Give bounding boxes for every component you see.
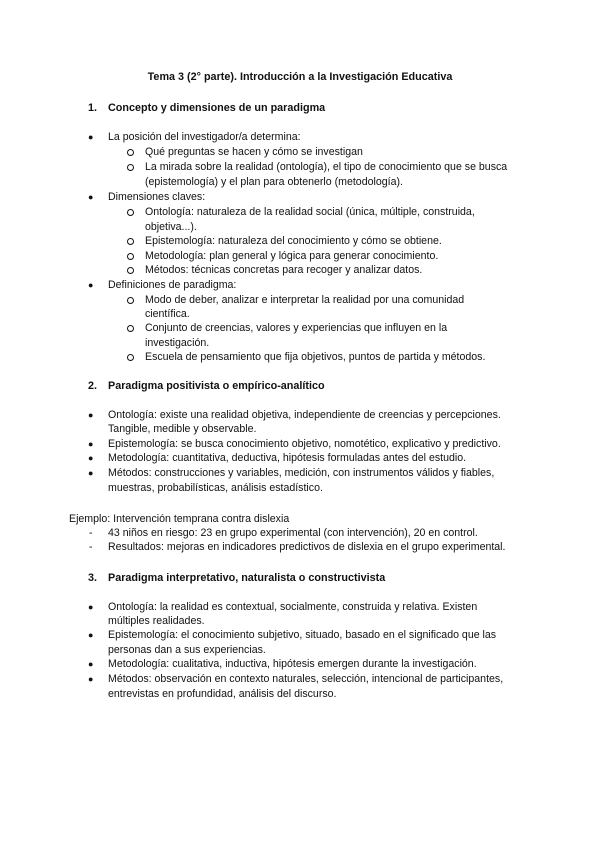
bullet-icon: ● xyxy=(88,630,94,640)
list-item: 43 niños en riesgo: 23 en grupo experimental (con intervención), 20 en control. xyxy=(108,527,478,539)
list-item-continuation: múltiples realidades. xyxy=(108,615,205,627)
circle-bullet-icon xyxy=(127,325,134,332)
bullet-icon: ● xyxy=(88,439,94,449)
section-2-title: Paradigma positivista o empírico-analítico xyxy=(108,380,325,392)
section-3-title: Paradigma interpretativo, naturalista o constructivista xyxy=(108,572,386,584)
bullet-icon: ● xyxy=(88,192,94,202)
page-title: Tema 3 (2° parte). Introducción a la Investigación Educativa xyxy=(147,71,453,83)
list-item-continuation: entrevistas en profundidad, análisis del discurso. xyxy=(108,688,337,700)
section-1-number: 1. xyxy=(88,102,98,114)
list-item: Conjunto de creencias, valores y experiencias que influyen en la xyxy=(145,322,448,334)
list-item: Metodología: plan general y lógica para generar conocimiento. xyxy=(145,250,439,262)
circle-bullet-icon xyxy=(127,164,134,171)
list-item: La mirada sobre la realidad (ontología), el tipo de conocimiento que se busca xyxy=(145,161,508,173)
list-item: Métodos: construcciones y variables, medición, con instrumentos válidos y fiables, xyxy=(108,467,495,479)
list-item: Epistemología: naturaleza del conocimiento y cómo se obtiene. xyxy=(145,235,442,247)
section-1-heading xyxy=(88,102,325,114)
list-item: La posición del investigador/a determina: xyxy=(108,131,301,143)
section-2-heading xyxy=(88,380,325,392)
list-item-continuation: muestras, probabilísticas, análisis estadístico. xyxy=(108,482,323,494)
list-item: Métodos: técnicas concretas para recoger y analizar datos. xyxy=(145,264,423,276)
list-item: Epistemología: el conocimiento subjetivo, situado, basado en el significado que las xyxy=(108,629,497,641)
list-item-continuation: objetiva...). xyxy=(145,221,197,233)
list-item: Ontología: existe una realidad objetiva, independiente de creencias y percepciones. xyxy=(108,409,501,421)
list-item: Resultados: mejoras en indicadores predictivos de dislexia en el grupo experimental. xyxy=(108,541,506,553)
circle-bullet-icon xyxy=(127,297,134,304)
bullet-icon: ● xyxy=(88,453,94,463)
circle-bullet-icon xyxy=(127,354,134,361)
bullet-icon: ● xyxy=(88,602,94,612)
list-item-continuation: (epistemología) y el plan para obtenerlo (metodología). xyxy=(145,176,403,188)
list-item: Metodología: cuantitativa, deductiva, hipótesis formuladas antes del estudio. xyxy=(108,452,467,464)
circle-bullet-icon xyxy=(127,209,134,216)
list-item: Dimensiones claves: xyxy=(108,191,206,203)
dash-bullet-icon: - xyxy=(89,541,93,553)
circle-bullet-icon xyxy=(127,253,134,260)
list-item: Qué preguntas se hacen y cómo se investigan xyxy=(145,146,363,158)
section-2-number: 2. xyxy=(88,380,98,392)
list-item-continuation: científica. xyxy=(145,308,190,320)
list-item: Definiciones de paradigma: xyxy=(108,279,237,291)
circle-bullet-icon xyxy=(127,149,134,156)
list-item: Metodología: cualitativa, inductiva, hipótesis emergen durante la investigación. xyxy=(108,658,477,670)
list-item: Ontología: naturaleza de la realidad social (única, múltiple, construida, xyxy=(145,206,475,218)
bullet-icon: ● xyxy=(88,280,94,290)
list-item: Escuela de pensamiento que fija objetivos, puntos de partida y métodos. xyxy=(145,351,486,363)
section-3-number: 3. xyxy=(88,572,98,584)
list-item: Epistemología: se busca conocimiento objetivo, nomotético, explicativo y predictivo. xyxy=(108,438,501,450)
list-item: Ontología: la realidad es contextual, socialmente, construida y relativa. Existen xyxy=(108,601,478,613)
bullet-icon: ● xyxy=(88,659,94,669)
circle-bullet-icon xyxy=(127,238,134,245)
bullet-icon: ● xyxy=(88,674,94,684)
list-item: Modo de deber, analizar e interpretar la realidad por una comunidad xyxy=(145,294,465,306)
bullet-icon: ● xyxy=(88,468,94,478)
bullet-icon: ● xyxy=(88,132,94,142)
list-item-continuation: personas dan a sus experiencias. xyxy=(108,644,266,656)
list-item-continuation: investigación. xyxy=(145,337,210,349)
section-3-heading xyxy=(88,572,385,584)
bullet-icon: ● xyxy=(88,410,94,420)
section-1-title: Concepto y dimensiones de un paradigma xyxy=(108,102,326,114)
dash-bullet-icon: - xyxy=(89,527,93,539)
circle-bullet-icon xyxy=(127,267,134,274)
example-label: Ejemplo: Intervención temprana contra dislexia xyxy=(69,513,290,525)
list-item-continuation: Tangible, medible y observable. xyxy=(108,423,257,435)
list-item: Métodos: observación en contexto naturales, selección, intencional de participantes, xyxy=(108,673,504,685)
